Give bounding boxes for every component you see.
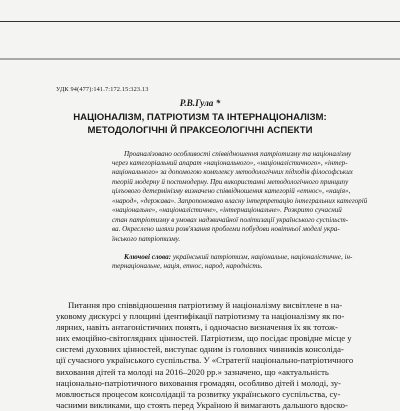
body-line: лярних, навіть антагоністичних понять, і одночасно визначення їх як тотож- <box>56 322 338 333</box>
title-line: МЕТОДОЛОГІЧНІ Й ПРАКСЕОЛОГІЧНІ АСПЕКТИ <box>87 124 313 136</box>
body-line: часними викликами, що стоять перед Україною й вимагають дальшого вдоско- <box>56 399 348 410</box>
keywords-label: Ключові слова: <box>124 253 172 261</box>
abstract-line: ва. Окреслено шляхи розв'язання проблеми побудови новітньої моделі укра- <box>112 225 340 234</box>
body-line: них емоційно-світоглядних цінностей. Патріотизм, що посідає провідне місце у <box>56 333 352 344</box>
udk-code: УДК 94(477):141.7:172.15:323.13 <box>56 86 149 93</box>
body-line: Питання про співвідношення патріотизму й націоналізму висвітлене в на- <box>68 300 343 310</box>
abstract-line: Проаналізовано особливості співвідношення патріотизму та націоналізму <box>124 149 352 158</box>
abstract-line: теорій модерну й постмодерну. При використанні методологічного принципу <box>112 177 349 186</box>
abstract-line: «народ», «держава». Запропоновано власну інтерпретацію інтегральних категорій <box>112 196 368 205</box>
body-text <box>56 300 353 411</box>
body-line: уковому дискурсі у площині ідентифікації патріотизму та націоналізму як по- <box>56 311 345 322</box>
abstract-line: їнського патріотизму. <box>112 234 181 243</box>
abstract-line: національного» за допомогою комплексу методологічних підходів філософських <box>112 168 353 177</box>
keywords-line <box>112 253 352 262</box>
abstract-line: через категоріальний апарат «національного», «націоналістичного», «інтер- <box>112 158 348 167</box>
header-rule <box>0 21 400 22</box>
abstract-line: «національне», «націоналістичне», «інтернаціональне». Розкрито сучасний <box>112 206 342 215</box>
keywords-text: тернаціональне, нація, етнос, народ, народність. <box>112 262 263 271</box>
body-line: ції сучасного українського суспільства. У «Стратегії національно-патріотичного <box>56 355 354 366</box>
keywords-block <box>112 253 352 272</box>
abstract-line: цілъового детермінізму визначено співвідношення категорій «етнос», «нація», <box>112 187 351 196</box>
body-line: системі духовних цінностей, виступає одним із головних чинників консоліда- <box>56 344 344 355</box>
body-line: виховання дітей та молоді на 2016–2020 рр.» зазначено, що «актуальність <box>56 366 329 377</box>
body-line: мовлюється процесом консолідації та розвитку українського суспільства, су- <box>56 388 341 399</box>
abstract-line: стан патріотизму в умовах надзвичайної політизації українського суспільст- <box>112 215 349 224</box>
article-title <box>56 112 344 138</box>
title-line: НАЦІОНАЛІЗМ, ПАТРІОТИЗМ ТА ІНТЕРНАЦІОНАЛІЗМ: <box>73 112 327 123</box>
body-line: національно-патріотичного виховання громадян, особливо дітей і молоді, зу- <box>56 377 341 388</box>
author-name: Р.В.Гула * <box>179 98 221 108</box>
keywords-text: український патріотизм, національне, націоналістичне, ін- <box>171 253 353 261</box>
header-gray-band <box>0 58 400 60</box>
abstract <box>112 150 367 245</box>
